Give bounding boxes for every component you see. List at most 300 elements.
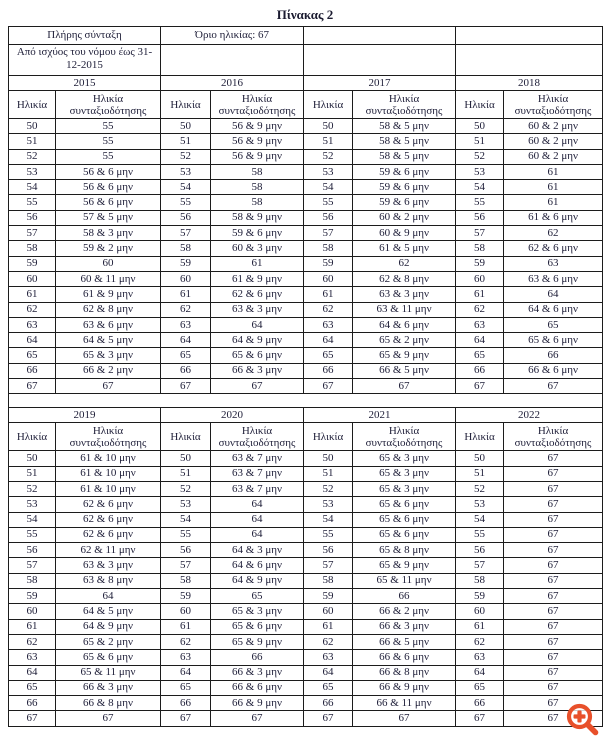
law-validity-label: Από ισχύος του νόμου έως 31-12-2015	[9, 45, 161, 76]
age-cell: 66	[9, 363, 56, 378]
age-cell: 51	[304, 466, 353, 481]
retirement-cell: 67	[504, 665, 603, 680]
age-cell: 53	[456, 164, 504, 179]
retirement-cell: 58 & 9 μην	[211, 210, 304, 225]
retirement-cell: 64 & 6 μην	[504, 302, 603, 317]
age-cell: 59	[9, 256, 56, 271]
retirement-col-header: Ηλικία συνταξιοδότησης	[56, 91, 161, 119]
retirement-cell: 66 & 6 μην	[211, 680, 304, 695]
age-cell: 62	[304, 302, 353, 317]
retirement-cell: 64 & 5 μην	[56, 333, 161, 348]
retirement-cell: 64 & 3 μην	[211, 543, 304, 558]
age-cell: 53	[456, 497, 504, 512]
years-grid-2019-2022	[9, 408, 603, 726]
retirement-cell: 61 & 10 μην	[56, 466, 161, 481]
retirement-cell: 60	[56, 256, 161, 271]
table-row	[9, 195, 603, 210]
retirement-cell: 62	[353, 256, 456, 271]
empty-cell	[304, 45, 456, 76]
table-row	[9, 604, 603, 619]
retirement-cell: 59 & 2 μην	[56, 241, 161, 256]
retirement-cell: 63 & 3 μην	[353, 287, 456, 302]
retirement-cell: 60 & 2 μην	[504, 134, 603, 149]
table-row	[9, 573, 603, 588]
table-row	[9, 180, 603, 195]
table-row	[9, 256, 603, 271]
age-cell: 60	[456, 604, 504, 619]
age-cell: 59	[9, 589, 56, 604]
retirement-cell: 61	[211, 256, 304, 271]
retirement-cell: 65 & 3 μην	[353, 466, 456, 481]
retirement-cell: 67	[504, 527, 603, 542]
full-pension-label: Πλήρης σύνταξη	[9, 27, 161, 45]
age-cell: 58	[9, 241, 56, 256]
age-cell: 51	[161, 466, 211, 481]
page-title: Πίνακας 2	[276, 7, 334, 22]
table-row	[9, 451, 603, 466]
age-cell: 65	[304, 680, 353, 695]
retirement-cell: 55	[56, 119, 161, 134]
age-cell: 55	[9, 527, 56, 542]
age-cell: 54	[161, 512, 211, 527]
age-cell: 60	[161, 271, 211, 286]
year-header: 2015	[9, 76, 161, 91]
retirement-col-header: Ηλικία συνταξιοδότησης	[211, 423, 304, 451]
retirement-cell: 62 & 8 μην	[353, 271, 456, 286]
retirement-cell: 62 & 8 μην	[56, 302, 161, 317]
age-cell: 54	[9, 512, 56, 527]
age-cell: 59	[456, 256, 504, 271]
retirement-cell: 67	[504, 650, 603, 665]
age-cell: 62	[304, 634, 353, 649]
years-grid-2015-2018	[9, 76, 603, 394]
retirement-cell: 62 & 6 μην	[504, 241, 603, 256]
age-cell: 51	[9, 134, 56, 149]
age-cell: 61	[304, 619, 353, 634]
retirement-cell: 61 & 6 μην	[504, 210, 603, 225]
table-row	[9, 558, 603, 573]
empty-cell	[161, 45, 304, 76]
age-cell: 67	[304, 711, 353, 726]
age-col-header: Ηλικία	[456, 423, 504, 451]
retirement-cell: 58	[211, 195, 304, 210]
age-cell: 60	[9, 271, 56, 286]
retirement-cell: 65 & 3 μην	[211, 604, 304, 619]
age-cell: 51	[456, 466, 504, 481]
table-gap-section	[9, 394, 603, 408]
age-cell: 67	[456, 711, 504, 726]
table-row	[9, 333, 603, 348]
age-cell: 54	[161, 180, 211, 195]
age-cell: 60	[304, 604, 353, 619]
table-row	[9, 711, 603, 726]
age-cell: 55	[161, 195, 211, 210]
retirement-cell: 66 & 3 μην	[211, 665, 304, 680]
retirement-cell: 64	[211, 497, 304, 512]
info-row	[9, 27, 603, 45]
retirement-cell: 60 & 2 μην	[504, 149, 603, 164]
age-cell: 54	[304, 512, 353, 527]
age-cell: 58	[161, 241, 211, 256]
retirement-cell: 66 & 5 μην	[353, 634, 456, 649]
retirement-cell: 67	[504, 711, 603, 726]
retirement-cell: 65 & 2 μην	[353, 333, 456, 348]
column-header-row	[9, 91, 603, 119]
age-cell: 52	[161, 481, 211, 496]
age-cell: 61	[456, 287, 504, 302]
age-cell: 57	[304, 558, 353, 573]
age-cell: 50	[9, 119, 56, 134]
age-cell: 51	[456, 134, 504, 149]
age-cell: 53	[304, 164, 353, 179]
age-cell: 55	[9, 195, 56, 210]
age-cell: 66	[456, 363, 504, 378]
age-cell: 63	[9, 317, 56, 332]
table-row	[9, 348, 603, 363]
retirement-cell: 65 & 6 μην	[56, 650, 161, 665]
retirement-cell: 58 & 3 μην	[56, 226, 161, 241]
retirement-cell: 64	[211, 512, 304, 527]
retirement-cell: 65 & 8 μην	[353, 543, 456, 558]
age-cell: 65	[9, 348, 56, 363]
retirement-cell: 67	[56, 379, 161, 394]
age-cell: 62	[161, 634, 211, 649]
retirement-cell: 64	[56, 589, 161, 604]
table-row	[9, 527, 603, 542]
retirement-col-header: Ηλικία συνταξιοδότησης	[504, 423, 603, 451]
age-cell: 57	[456, 226, 504, 241]
age-cell: 50	[456, 119, 504, 134]
retirement-cell: 60 & 11 μην	[56, 271, 161, 286]
table-row	[9, 287, 603, 302]
age-cell: 64	[304, 665, 353, 680]
age-cell: 50	[9, 451, 56, 466]
retirement-cell: 58	[211, 180, 304, 195]
year-header: 2022	[456, 408, 603, 423]
retirement-cell: 63	[504, 256, 603, 271]
age-cell: 56	[9, 210, 56, 225]
age-cell: 54	[304, 180, 353, 195]
retirement-cell: 65	[504, 317, 603, 332]
retirement-cell: 66 & 2 μην	[353, 604, 456, 619]
retirement-cell: 67	[504, 573, 603, 588]
retirement-col-header: Ηλικία συνταξιοδότησης	[504, 91, 603, 119]
zoom-in-icon[interactable]	[562, 700, 602, 738]
retirement-cell: 56 & 9 μην	[211, 149, 304, 164]
retirement-cell: 65 & 9 μην	[353, 348, 456, 363]
retirement-cell: 67	[56, 711, 161, 726]
retirement-cell: 56 & 6 μην	[56, 164, 161, 179]
age-cell: 63	[304, 650, 353, 665]
age-col-header: Ηλικία	[304, 423, 353, 451]
age-cell: 65	[161, 348, 211, 363]
age-cell: 62	[456, 302, 504, 317]
age-cell: 56	[304, 543, 353, 558]
retirement-cell: 65 & 6 μην	[353, 497, 456, 512]
table-gap	[9, 394, 603, 408]
retirement-cell: 65 & 9 μην	[211, 634, 304, 649]
retirement-cell: 65 & 6 μην	[211, 348, 304, 363]
age-cell: 62	[161, 302, 211, 317]
age-cell: 62	[456, 634, 504, 649]
age-cell: 65	[9, 680, 56, 695]
age-cell: 50	[456, 451, 504, 466]
retirement-cell: 67	[504, 589, 603, 604]
age-cell: 63	[161, 317, 211, 332]
retirement-cell: 61 & 10 μην	[56, 451, 161, 466]
retirement-cell: 67	[504, 604, 603, 619]
age-cell: 60	[304, 271, 353, 286]
age-cell: 54	[456, 512, 504, 527]
age-cell: 66	[304, 696, 353, 711]
retirement-cell: 63 & 11 μην	[353, 302, 456, 317]
retirement-cell: 67	[504, 512, 603, 527]
age-cell: 60	[9, 604, 56, 619]
retirement-cell: 66	[504, 348, 603, 363]
age-cell: 52	[456, 149, 504, 164]
age-cell: 66	[9, 696, 56, 711]
retirement-cell: 65 & 11 μην	[353, 573, 456, 588]
retirement-cell: 64 & 9 μην	[211, 333, 304, 348]
age-cell: 58	[456, 241, 504, 256]
retirement-cell: 61	[504, 195, 603, 210]
age-cell: 53	[9, 497, 56, 512]
retirement-cell: 64 & 9 μην	[211, 573, 304, 588]
age-cell: 62	[9, 302, 56, 317]
age-cell: 67	[456, 379, 504, 394]
table-row	[9, 119, 603, 134]
retirement-cell: 60 & 2 μην	[353, 210, 456, 225]
retirement-cell: 63 & 7 μην	[211, 451, 304, 466]
table-row	[9, 466, 603, 481]
age-cell: 67	[161, 711, 211, 726]
age-cell: 61	[9, 619, 56, 634]
retirement-cell: 67	[504, 543, 603, 558]
table-row	[9, 379, 603, 394]
retirement-cell: 62 & 6 μην	[56, 527, 161, 542]
age-cell: 65	[456, 680, 504, 695]
age-cell: 66	[304, 363, 353, 378]
year-header: 2020	[161, 408, 304, 423]
retirement-cell: 67	[504, 558, 603, 573]
table-row	[9, 481, 603, 496]
age-col-header: Ηλικία	[161, 423, 211, 451]
retirement-cell: 67	[504, 451, 603, 466]
retirement-cell: 66 & 11 μην	[353, 696, 456, 711]
age-cell: 56	[161, 210, 211, 225]
table-info-header	[9, 27, 603, 76]
age-cell: 57	[161, 558, 211, 573]
retirement-cell: 66 & 3 μην	[353, 619, 456, 634]
age-cell: 52	[304, 481, 353, 496]
retirement-cell: 67	[504, 497, 603, 512]
retirement-cell: 65 & 3 μην	[353, 451, 456, 466]
age-cell: 63	[9, 650, 56, 665]
year-header: 2018	[456, 76, 603, 91]
retirement-cell: 56 & 6 μην	[56, 180, 161, 195]
retirement-cell: 66 & 3 μην	[56, 680, 161, 695]
age-cell: 66	[161, 363, 211, 378]
retirement-cell: 56 & 9 μην	[211, 134, 304, 149]
retirement-cell: 62 & 6 μην	[56, 497, 161, 512]
age-cell: 67	[9, 711, 56, 726]
table-row	[9, 665, 603, 680]
retirement-cell: 62 & 6 μην	[211, 287, 304, 302]
empty-cell	[456, 27, 603, 45]
age-col-header: Ηλικία	[9, 423, 56, 451]
retirement-col-header: Ηλικία συνταξιοδότησης	[353, 91, 456, 119]
retirement-cell: 59 & 6 μην	[353, 164, 456, 179]
age-cell: 67	[304, 379, 353, 394]
retirement-cell: 66 & 5 μην	[353, 363, 456, 378]
age-cell: 56	[456, 210, 504, 225]
age-cell: 59	[161, 589, 211, 604]
age-cell: 61	[9, 287, 56, 302]
age-cell: 65	[456, 348, 504, 363]
age-limit-label: Όριο ηλικίας: 67	[161, 27, 304, 45]
age-cell: 62	[9, 634, 56, 649]
retirement-cell: 63 & 7 μην	[211, 466, 304, 481]
retirement-cell: 59 & 6 μην	[353, 195, 456, 210]
retirement-cell: 61 & 10 μην	[56, 481, 161, 496]
retirement-cell: 59 & 6 μην	[353, 180, 456, 195]
retirement-cell: 64 & 6 μην	[211, 558, 304, 573]
retirement-cell: 61	[504, 180, 603, 195]
year-header: 2021	[304, 408, 456, 423]
age-cell: 66	[161, 696, 211, 711]
retirement-cell: 64	[211, 527, 304, 542]
age-cell: 64	[161, 665, 211, 680]
age-cell: 56	[161, 543, 211, 558]
age-cell: 67	[161, 379, 211, 394]
retirement-cell: 67	[353, 711, 456, 726]
age-cell: 55	[161, 527, 211, 542]
retirement-cell: 65 & 9 μην	[353, 558, 456, 573]
retirement-cell: 64	[504, 287, 603, 302]
retirement-cell: 63 & 7 μην	[211, 481, 304, 496]
retirement-cell: 64 & 6 μην	[353, 317, 456, 332]
retirement-cell: 67	[504, 696, 603, 711]
age-cell: 52	[9, 149, 56, 164]
retirement-cell: 65 & 11 μην	[56, 665, 161, 680]
age-cell: 51	[9, 466, 56, 481]
age-cell: 61	[161, 287, 211, 302]
age-cell: 54	[456, 180, 504, 195]
retirement-cell: 65 & 6 μην	[353, 527, 456, 542]
age-cell: 64	[304, 333, 353, 348]
retirement-cell: 62 & 6 μην	[56, 512, 161, 527]
retirement-cell: 65 & 6 μην	[353, 512, 456, 527]
age-cell: 56	[304, 210, 353, 225]
retirement-cell: 66 & 6 μην	[353, 650, 456, 665]
table-row	[9, 302, 603, 317]
age-col-header: Ηλικία	[304, 91, 353, 119]
retirement-cell: 67	[504, 634, 603, 649]
retirement-cell: 58 & 5 μην	[353, 134, 456, 149]
retirement-cell: 65 & 6 μην	[211, 619, 304, 634]
retirement-cell: 67	[211, 711, 304, 726]
age-cell: 59	[456, 589, 504, 604]
table-row	[9, 241, 603, 256]
retirement-cell: 67	[353, 379, 456, 394]
age-cell: 51	[161, 134, 211, 149]
retirement-cell: 66	[211, 650, 304, 665]
retirement-cell: 65 & 2 μην	[56, 634, 161, 649]
age-cell: 58	[161, 573, 211, 588]
age-cell: 59	[304, 256, 353, 271]
age-cell: 58	[304, 573, 353, 588]
retirement-cell: 66	[353, 589, 456, 604]
empty-cell	[304, 27, 456, 45]
age-cell: 64	[9, 665, 56, 680]
age-cell: 54	[9, 180, 56, 195]
table-row	[9, 512, 603, 527]
spacer-row	[9, 394, 603, 408]
retirement-cell: 62 & 11 μην	[56, 543, 161, 558]
age-cell: 57	[9, 226, 56, 241]
age-cell: 63	[304, 317, 353, 332]
age-cell: 50	[304, 451, 353, 466]
retirement-cell: 61 & 5 μην	[353, 241, 456, 256]
retirement-cell: 67	[504, 680, 603, 695]
retirement-cell: 66 & 2 μην	[56, 363, 161, 378]
age-cell: 58	[9, 573, 56, 588]
retirement-cell: 67	[211, 379, 304, 394]
table-row	[9, 650, 603, 665]
retirement-cell: 64 & 9 μην	[56, 619, 161, 634]
retirement-cell: 61 & 9 μην	[211, 271, 304, 286]
age-cell: 60	[161, 604, 211, 619]
retirement-cell: 63 & 6 μην	[56, 317, 161, 332]
table-row	[9, 619, 603, 634]
retirement-cell: 58	[211, 164, 304, 179]
age-cell: 55	[304, 195, 353, 210]
table-row	[9, 543, 603, 558]
age-cell: 52	[456, 481, 504, 496]
age-cell: 53	[161, 164, 211, 179]
age-cell: 64	[161, 333, 211, 348]
table-row	[9, 134, 603, 149]
retirement-cell: 66 & 6 μην	[504, 363, 603, 378]
retirement-cell: 66 & 9 μην	[211, 696, 304, 711]
age-cell: 57	[456, 558, 504, 573]
pension-table	[8, 26, 603, 727]
retirement-cell: 64 & 5 μην	[56, 604, 161, 619]
age-cell: 56	[456, 543, 504, 558]
retirement-cell: 67	[504, 466, 603, 481]
age-cell: 64	[456, 333, 504, 348]
age-cell: 67	[9, 379, 56, 394]
retirement-cell: 61 & 9 μην	[56, 287, 161, 302]
year-header-row	[9, 76, 603, 91]
retirement-cell: 58 & 5 μην	[353, 149, 456, 164]
age-cell: 65	[304, 348, 353, 363]
age-cell: 63	[456, 317, 504, 332]
age-cell: 60	[456, 271, 504, 286]
retirement-col-header: Ηλικία συνταξιοδότησης	[353, 423, 456, 451]
retirement-cell: 63 & 8 μην	[56, 573, 161, 588]
table-row	[9, 317, 603, 332]
year-header: 2016	[161, 76, 304, 91]
table-row	[9, 271, 603, 286]
retirement-cell: 57 & 5 μην	[56, 210, 161, 225]
retirement-cell: 60 & 9 μην	[353, 226, 456, 241]
retirement-cell: 63 & 6 μην	[504, 271, 603, 286]
retirement-cell: 56 & 6 μην	[56, 195, 161, 210]
age-cell: 59	[304, 589, 353, 604]
table-row	[9, 226, 603, 241]
retirement-col-header: Ηλικία συνταξιοδότησης	[56, 423, 161, 451]
